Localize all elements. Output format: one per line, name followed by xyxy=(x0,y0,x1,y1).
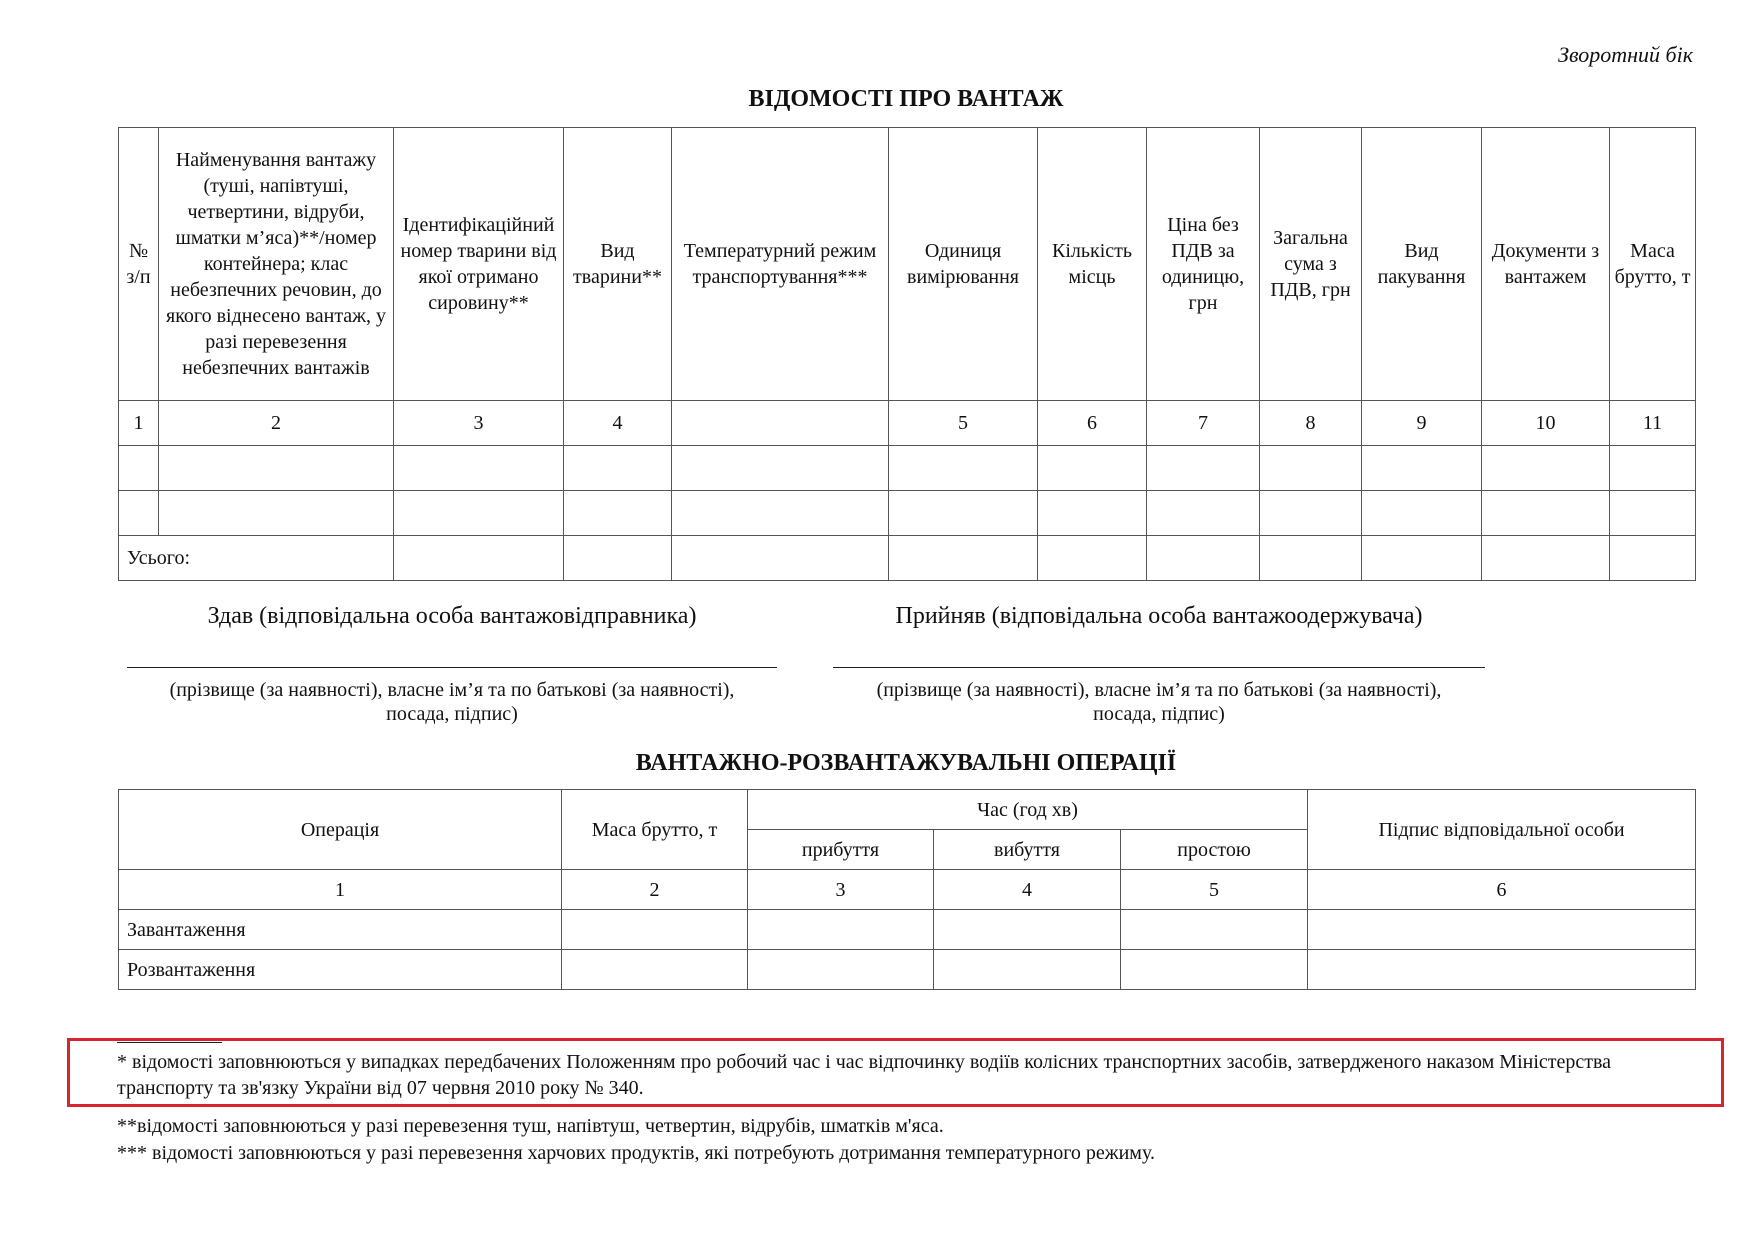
col-header-gross-mass: Маса брутто, т xyxy=(1610,128,1696,401)
sender-signature-label: Здав (відповідальна особа вантажовідправника) xyxy=(207,603,697,629)
footnote-separator xyxy=(117,1042,222,1043)
col-header-temperature: Температурний режим транспортування*** xyxy=(672,128,889,401)
table-cell[interactable] xyxy=(562,910,748,950)
cargo-section-title: ВІДОМОСТІ ПРО ВАНТАЖ xyxy=(748,86,1064,112)
col-header-time-group: Час (год хв) xyxy=(748,790,1308,830)
col-header-unit: Одиниця вимірювання xyxy=(889,128,1038,401)
col-number: 8 xyxy=(1260,401,1362,446)
table-cell[interactable] xyxy=(672,491,889,536)
table-cell[interactable] xyxy=(934,950,1121,990)
table-cell[interactable] xyxy=(672,446,889,491)
col-number: 5 xyxy=(1121,870,1308,910)
table-cell[interactable] xyxy=(672,536,889,581)
cargo-table xyxy=(118,127,1696,581)
col-header-operation: Операція xyxy=(119,790,562,870)
col-header-signature: Підпис відповідальної особи xyxy=(1308,790,1696,870)
receiver-signature-line[interactable] xyxy=(833,667,1485,668)
table-cell[interactable] xyxy=(1308,950,1696,990)
table-cell[interactable] xyxy=(564,536,672,581)
table-cell[interactable] xyxy=(1038,446,1147,491)
unloading-row xyxy=(119,950,1696,990)
col-number: 3 xyxy=(394,401,564,446)
table-cell[interactable] xyxy=(1147,446,1260,491)
col-header-packaging: Вид пакування xyxy=(1362,128,1482,401)
sender-signature-caption-1: (прізвище (за наявності), власне ім’я та по батькові (за наявності), xyxy=(169,679,735,701)
loading-row xyxy=(119,910,1696,950)
col-header-idle: простою xyxy=(1121,830,1308,870)
col-header-places: Кількість місць xyxy=(1038,128,1147,401)
col-number: 1 xyxy=(119,401,159,446)
receiver-signature-label: Прийняв (відповідальна особа вантажоодержувача) xyxy=(895,603,1423,629)
loading-label: Завантаження xyxy=(119,910,562,950)
page-side-label: Зворотний бік xyxy=(1558,42,1693,67)
sender-signature-line[interactable] xyxy=(127,667,777,668)
cargo-header-row xyxy=(119,128,1696,401)
col-header-departure: вибуття xyxy=(934,830,1121,870)
footnote-2: **відомості заповнюються у разі перевезення туш, напівтуш, четвертин, відрубів, шматків м'яса. xyxy=(117,1115,944,1137)
col-header-cargo-name: Найменування вантажу (туші, напівтуші, четвертини, відруби, шматки м’яса)**/номер контейнера; клас небезпечних речовин, до якого віднесено вантаж, у разі перевезення небезпечних вантажів xyxy=(159,128,394,401)
table-cell[interactable] xyxy=(119,446,159,491)
col-number: 7 xyxy=(1147,401,1260,446)
col-header-animal-id: Ідентифікаційний номер тварини від якої отримано сировину** xyxy=(394,128,564,401)
table-cell[interactable] xyxy=(1362,536,1482,581)
table-cell[interactable] xyxy=(564,491,672,536)
col-number: 1 xyxy=(119,870,562,910)
table-cell[interactable] xyxy=(934,910,1121,950)
footnote-1-line-1: * відомості заповнюються у випадках передбачених Положенням про робочий час і час відпочинку водіїв колісних транспортних засобів, затвердженого наказом Міністерства xyxy=(117,1051,1612,1073)
sender-signature-caption-2: посада, підпис) xyxy=(386,703,518,725)
operations-table xyxy=(118,789,1696,990)
table-cell[interactable] xyxy=(1482,536,1610,581)
unloading-label: Розвантаження xyxy=(119,950,562,990)
col-number: 4 xyxy=(564,401,672,446)
col-header-total-sum: Загальна сума з ПДВ, грн xyxy=(1260,128,1362,401)
col-number xyxy=(672,401,889,446)
table-cell[interactable] xyxy=(1121,950,1308,990)
table-cell[interactable] xyxy=(564,446,672,491)
total-label: Усього: xyxy=(119,536,394,581)
operations-section-title: ВАНТАЖНО-РОЗВАНТАЖУВАЛЬНІ ОПЕРАЦІЇ xyxy=(635,750,1177,776)
table-cell[interactable] xyxy=(394,491,564,536)
table-cell[interactable] xyxy=(119,491,159,536)
table-cell[interactable] xyxy=(1260,446,1362,491)
table-cell[interactable] xyxy=(562,950,748,990)
table-cell[interactable] xyxy=(1482,446,1610,491)
col-number: 3 xyxy=(748,870,934,910)
col-header-documents: Документи з вантажем xyxy=(1482,128,1610,401)
receiver-signature-caption-2: посада, підпис) xyxy=(1093,703,1225,725)
table-cell[interactable] xyxy=(748,910,934,950)
col-number: 5 xyxy=(889,401,1038,446)
footnote-3: *** відомості заповнюються у разі перевезення харчових продуктів, які потребують дотримання температурного режиму. xyxy=(117,1142,1155,1164)
table-cell[interactable] xyxy=(1610,536,1696,581)
table-cell[interactable] xyxy=(1610,491,1696,536)
table-cell[interactable] xyxy=(748,950,934,990)
col-number: 4 xyxy=(934,870,1121,910)
table-cell[interactable] xyxy=(1362,446,1482,491)
table-cell[interactable] xyxy=(1610,446,1696,491)
table-cell[interactable] xyxy=(889,536,1038,581)
table-cell[interactable] xyxy=(1147,536,1260,581)
table-cell[interactable] xyxy=(159,446,394,491)
footnote-1-line-2: транспорту та зв'язку України від 07 червня 2010 року № 340. xyxy=(117,1077,644,1099)
col-header-animal-type: Вид тварини** xyxy=(564,128,672,401)
table-row xyxy=(119,446,1696,491)
col-header-price: Ціна без ПДВ за одиницю, грн xyxy=(1147,128,1260,401)
table-cell[interactable] xyxy=(1260,536,1362,581)
total-row xyxy=(119,536,1696,581)
col-number: 2 xyxy=(159,401,394,446)
table-cell[interactable] xyxy=(889,446,1038,491)
cargo-column-numbers-row xyxy=(119,401,1696,446)
table-cell[interactable] xyxy=(1147,491,1260,536)
col-header-gross-mass: Маса брутто, т xyxy=(562,790,748,870)
receiver-signature-caption-1: (прізвище (за наявності), власне ім’я та по батькові (за наявності), xyxy=(876,679,1442,701)
col-header-arrival: прибуття xyxy=(748,830,934,870)
col-number: 6 xyxy=(1308,870,1696,910)
table-cell[interactable] xyxy=(1038,491,1147,536)
col-number: 6 xyxy=(1038,401,1147,446)
table-cell[interactable] xyxy=(1362,491,1482,536)
table-cell[interactable] xyxy=(159,491,394,536)
col-number: 2 xyxy=(562,870,748,910)
table-cell[interactable] xyxy=(1482,491,1610,536)
col-number: 11 xyxy=(1610,401,1696,446)
ops-header-row-1 xyxy=(119,790,1696,830)
table-cell[interactable] xyxy=(1121,910,1308,950)
table-cell[interactable] xyxy=(1308,910,1696,950)
table-cell[interactable] xyxy=(889,491,1038,536)
table-cell[interactable] xyxy=(394,536,564,581)
col-header-number: № з/п xyxy=(119,128,159,401)
col-number: 9 xyxy=(1362,401,1482,446)
col-number: 10 xyxy=(1482,401,1610,446)
table-cell[interactable] xyxy=(394,446,564,491)
table-cell[interactable] xyxy=(1038,536,1147,581)
ops-column-numbers-row xyxy=(119,870,1696,910)
table-row xyxy=(119,491,1696,536)
table-cell[interactable] xyxy=(1260,491,1362,536)
